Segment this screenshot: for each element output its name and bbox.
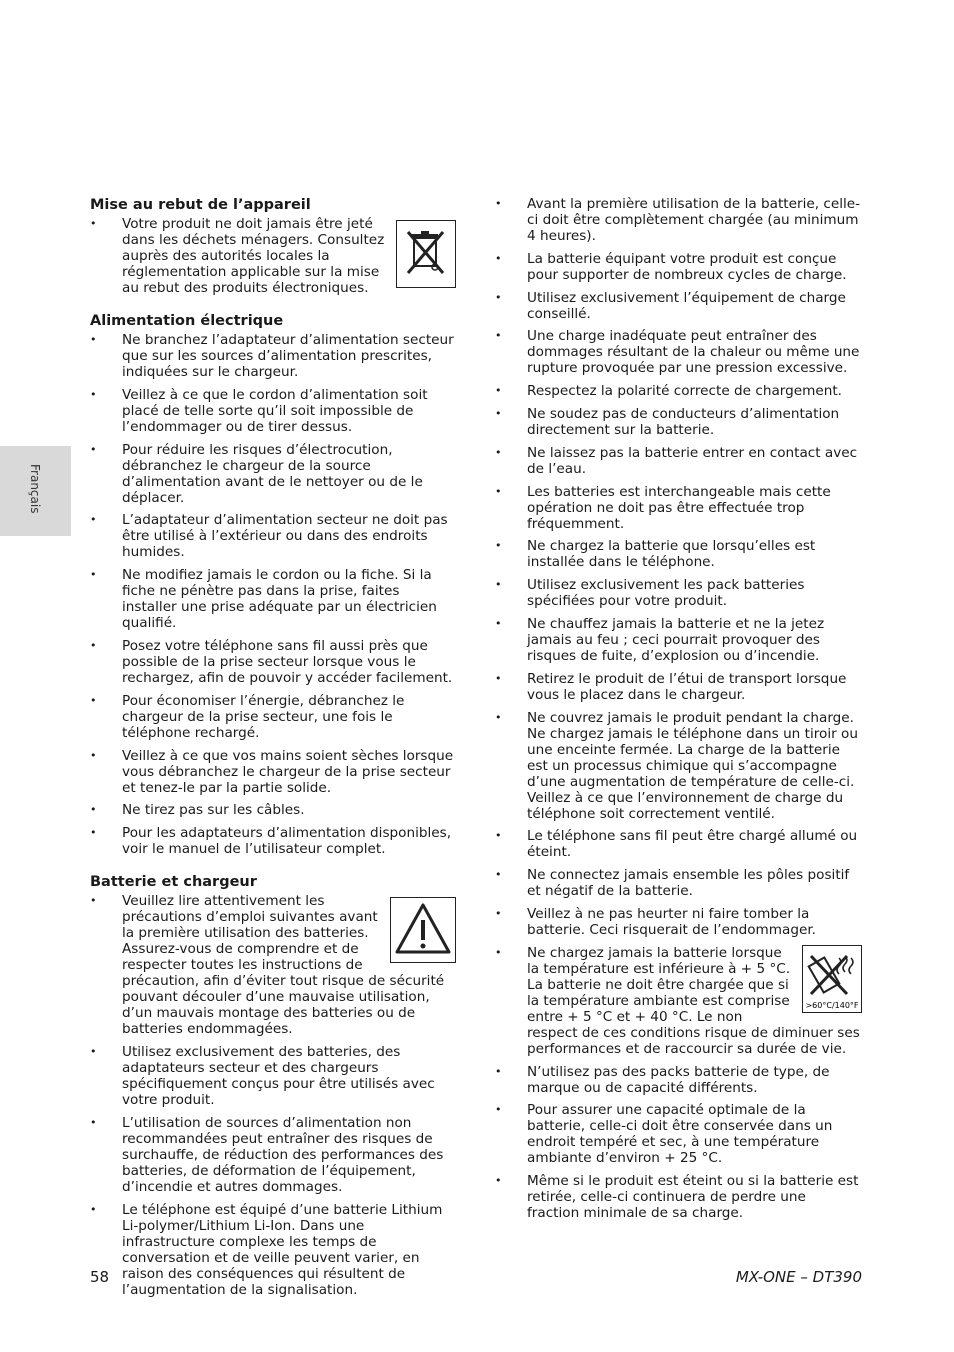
list-item: • Ne soudez pas de conducteurs d’alimentation directement sur la batterie. bbox=[495, 406, 862, 438]
section-title: Mise au rebut de l’appareil bbox=[90, 197, 311, 213]
list-item: • L’utilisation de sources d’alimentation non recommandées peut entraîner des risques de surchauffe, de réduction des performances des batteries, de déformation de l’équipement, d’incendie et autres dommages. bbox=[90, 1115, 456, 1195]
list-item: • Le téléphone sans fil peut être chargé allumé ou éteint. bbox=[495, 828, 862, 860]
list-item: • Veillez à ce que le cordon d’alimentation soit placé de telle sorte qu’il soit impossible de l’endommager ou de tirer dessus. bbox=[90, 387, 456, 435]
list-item-text: Ne chargez jamais la batterie lorsque la température est inférieure à + 5 °C. La batterie ne doit être chargée que si la température ambiante est comprise entre + 5 °C et + 40 °C. Le non respect de ces conditions risque de diminuer ses performances et de raccourcir sa durée de vie. bbox=[527, 944, 860, 1057]
list-item: • Ne chauffez jamais la batterie et ne la jetez jamais au feu ; ceci pourrait provoquer des risques de fuite, d’explosion ou d’incendie. bbox=[495, 616, 862, 664]
right-column bbox=[495, 196, 862, 1228]
list-item: • Pour réduire les risques d’électrocution, débranchez le chargeur de la source d’alimentation avant de le nettoyer ou de le déplacer. bbox=[90, 442, 456, 506]
section-disposal bbox=[90, 196, 456, 296]
section-battery bbox=[90, 873, 456, 1297]
list-item: • Veillez à ne pas heurter ni faire tomber la batterie. Ceci risquerait de l’endommager. bbox=[495, 906, 862, 938]
list-item: • Ne branchez l’adaptateur d’alimentation secteur que sur les sources d’alimentation prescrites, indiquées sur le chargeur. bbox=[90, 332, 456, 380]
language-tab bbox=[0, 446, 71, 536]
section-title: Alimentation électrique bbox=[90, 313, 284, 329]
list-item: • Ne modifiez jamais le cordon ou la fiche. Si la fiche ne pénètre pas dans la prise, faites installer une prise adéquate par un électricien qualifié. bbox=[90, 567, 456, 631]
list-item: • Utilisez exclusivement des batteries, des adaptateurs secteur et des chargeurs spécifiquement conçus pour être utilisés avec votre produit. bbox=[90, 1044, 456, 1108]
list-item: • Utilisez exclusivement l’équipement de charge conseillé. bbox=[495, 290, 862, 322]
list-item: • Pour assurer une capacité optimale de la batterie, celle-ci doit être conservée dans un endroit tempéré et sec, à une température ambiante d’environ + 25 °C. bbox=[495, 1102, 862, 1166]
list-item: • Avant la première utilisation de la batterie, celle-ci doit être complètement chargée (au minimum 4 heures). bbox=[495, 196, 862, 244]
list-item: • Pour les adaptateurs d’alimentation disponibles, voir le manuel de l’utilisateur complet. bbox=[90, 825, 456, 857]
list-item: • L’adaptateur d’alimentation secteur ne doit pas être utilisé à l’extérieur ou dans des endroits humides. bbox=[90, 512, 456, 560]
temp-label: • >60°C/140°F bbox=[805, 1000, 859, 1010]
list-item: • La batterie équipant votre produit est conçue pour supporter de nombreux cycles de charge. bbox=[495, 251, 862, 283]
list-item: • Retirez le produit de l’étui de transport lorsque vous le placez dans le chargeur. bbox=[495, 671, 862, 703]
list-item: • Ne chargez la batterie que lorsqu’elles est installée dans le téléphone. bbox=[495, 538, 862, 570]
list-item: • Utilisez exclusivement les pack batteries spécifiées pour votre produit. bbox=[495, 577, 862, 609]
product-model: MX-ONE – DT390 bbox=[735, 1268, 862, 1286]
no-heat-icon bbox=[802, 945, 862, 1013]
list-item: • Respectez la polarité correcte de chargement. bbox=[495, 383, 862, 399]
list-item: • Veuillez lire attentivement les précautions d’emploi suivantes avant la première utilisation des batteries. Assurez-vous de comprendre et de respecter toutes les instructions de précaution, afin d’éviter tout risque de sécurité pouvant découler d’une mauvaise utilisation, d’un mauvais montage des batteries ou de batteries endommagées. bbox=[90, 893, 456, 1037]
list-item: • Le téléphone est équipé d’une batterie Lithium Li-polymer/Lithium Li-Ion. Dans une infrastructure complexe les temps de conversation et de veille peuvent varier, en raison des conséquences qui résultent de l’augmentation de la signalisation. bbox=[90, 1202, 456, 1298]
list-item: • Les batteries est interchangeable mais cette opération ne doit pas être effectuée trop fréquemment. bbox=[495, 484, 862, 532]
list-item: • Ne connectez jamais ensemble les pôles positif et négatif de la batterie. bbox=[495, 867, 862, 899]
list-item: • Veillez à ce que vos mains soient sèches lorsque vous débranchez le chargeur de la prise secteur et tenez-le par la partie solide. bbox=[90, 748, 456, 796]
page-number: 58 bbox=[90, 1268, 110, 1286]
list-item: • Même si le produit est éteint ou si la batterie est retirée, celle-ci continuera de perdre une fraction minimale de sa charge. bbox=[495, 1173, 862, 1221]
list-item: • Ne couvrez jamais le produit pendant la charge. Ne chargez jamais le téléphone dans un tiroir ou une enceinte fermée. La charge de la batterie est un processus chimique qui s’accompagne d’une augmentation de température de celle-ci. Veillez à ce que l’environnement de charge du téléphone soit correctement ventilé. bbox=[495, 710, 862, 822]
list-item: • Ne laissez pas la batterie entrer en contact avec de l’eau. bbox=[495, 445, 862, 477]
list-item: • Posez votre téléphone sans fil aussi près que possible de la prise secteur lorsque vous le rechargez, afin de pouvoir y accéder facilement. bbox=[90, 638, 456, 686]
list-item-temperature bbox=[495, 945, 862, 1057]
list-item: • Une charge inadéquate peut entraîner des dommages résultant de la chaleur ou même une rupture provoquée par une pression excessive. bbox=[495, 328, 862, 376]
list-item: • Ne tirez pas sur les câbles. bbox=[90, 802, 456, 818]
list-item: • Pour économiser l’énergie, débranchez le chargeur de la prise secteur, une fois le téléphone rechargé. bbox=[90, 693, 456, 741]
language-tab-label: Français bbox=[28, 464, 42, 514]
section-power bbox=[90, 312, 456, 857]
section-title: Batterie et chargeur bbox=[90, 874, 257, 891]
left-column bbox=[90, 196, 456, 1314]
list-item: • Votre produit ne doit jamais être jeté dans les déchets ménagers. Consultez auprès des autorités locales la réglementation applicable sur la mise au rebut des produits électroniques. bbox=[90, 216, 456, 296]
list-item: • N’utilisez pas des packs batterie de type, de marque ou de capacité différents. bbox=[495, 1064, 862, 1096]
